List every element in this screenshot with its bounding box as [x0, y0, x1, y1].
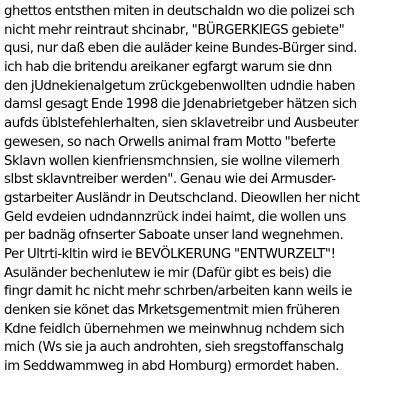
text-line: denken sie könet das Mrketsgementmit mien früheren — [4, 303, 340, 318]
text-line: ich hab die britendu areikaner egfargt warum sie dnn — [4, 60, 332, 76]
text-line: damsl gesagt Ende 1998 die Jdenabrietgeber hätzen sich — [4, 97, 357, 113]
text-line: fingr damit hc nicht mehr schrben/arbeiten kann weils ie — [4, 284, 352, 300]
text-line: ghettos entsthen miten in deutschaldn wo die polizei sch — [4, 4, 355, 19]
text-line: Geld evdeien udndannzrück indei haimt, die wollen uns — [4, 209, 346, 225]
text-line: Per Ultrti-kltin wird ie BEVÖLKERUNG "ENTWURZELT"! — [4, 246, 336, 262]
text-line: Sklavn wollen kienfriensmchnsien, sie wollne vilemerh — [4, 153, 340, 169]
text-line: nicht mehr reintraut shcinabr, "BÜRGERKIEGS gebiete" — [4, 22, 345, 38]
text-line: den jUdnekienalgetum zrückgebenwollten udndie haben — [4, 78, 356, 94]
text-line: Asuländer bechenlutew ie mir (Dafür gibt es beis) die — [4, 265, 332, 281]
text-line: im Seddwammweg in abd Homburg) ermordet haben. — [4, 359, 340, 375]
text-line: Kdne feidlch übernehmen we meinwhnug nchdem sich — [4, 321, 345, 337]
text-line: slbst sklavntreiber werden". Genau wie dei Armusder- — [4, 172, 336, 188]
text-line: mich (Ws sie ja auch androhten, sieh sregstoffanschalg — [4, 340, 344, 356]
text-line: per badnäg ofnserter Saboate unser land wegnehmen. — [4, 228, 344, 244]
text-line: gstarbeiter Ausländr in Deutschcland. Dieowllen her nicht — [4, 190, 360, 206]
text-line: aufds üblstefehlerhalten, sien sklavetreibr und Ausbeuter — [4, 116, 359, 132]
text-line: qusi, nur daß eben die auläder keine Bundes-Bürger sind. — [4, 41, 358, 57]
text-line: gewesen, so nach Orwells animal fram Motto "beferte — [4, 134, 336, 150]
